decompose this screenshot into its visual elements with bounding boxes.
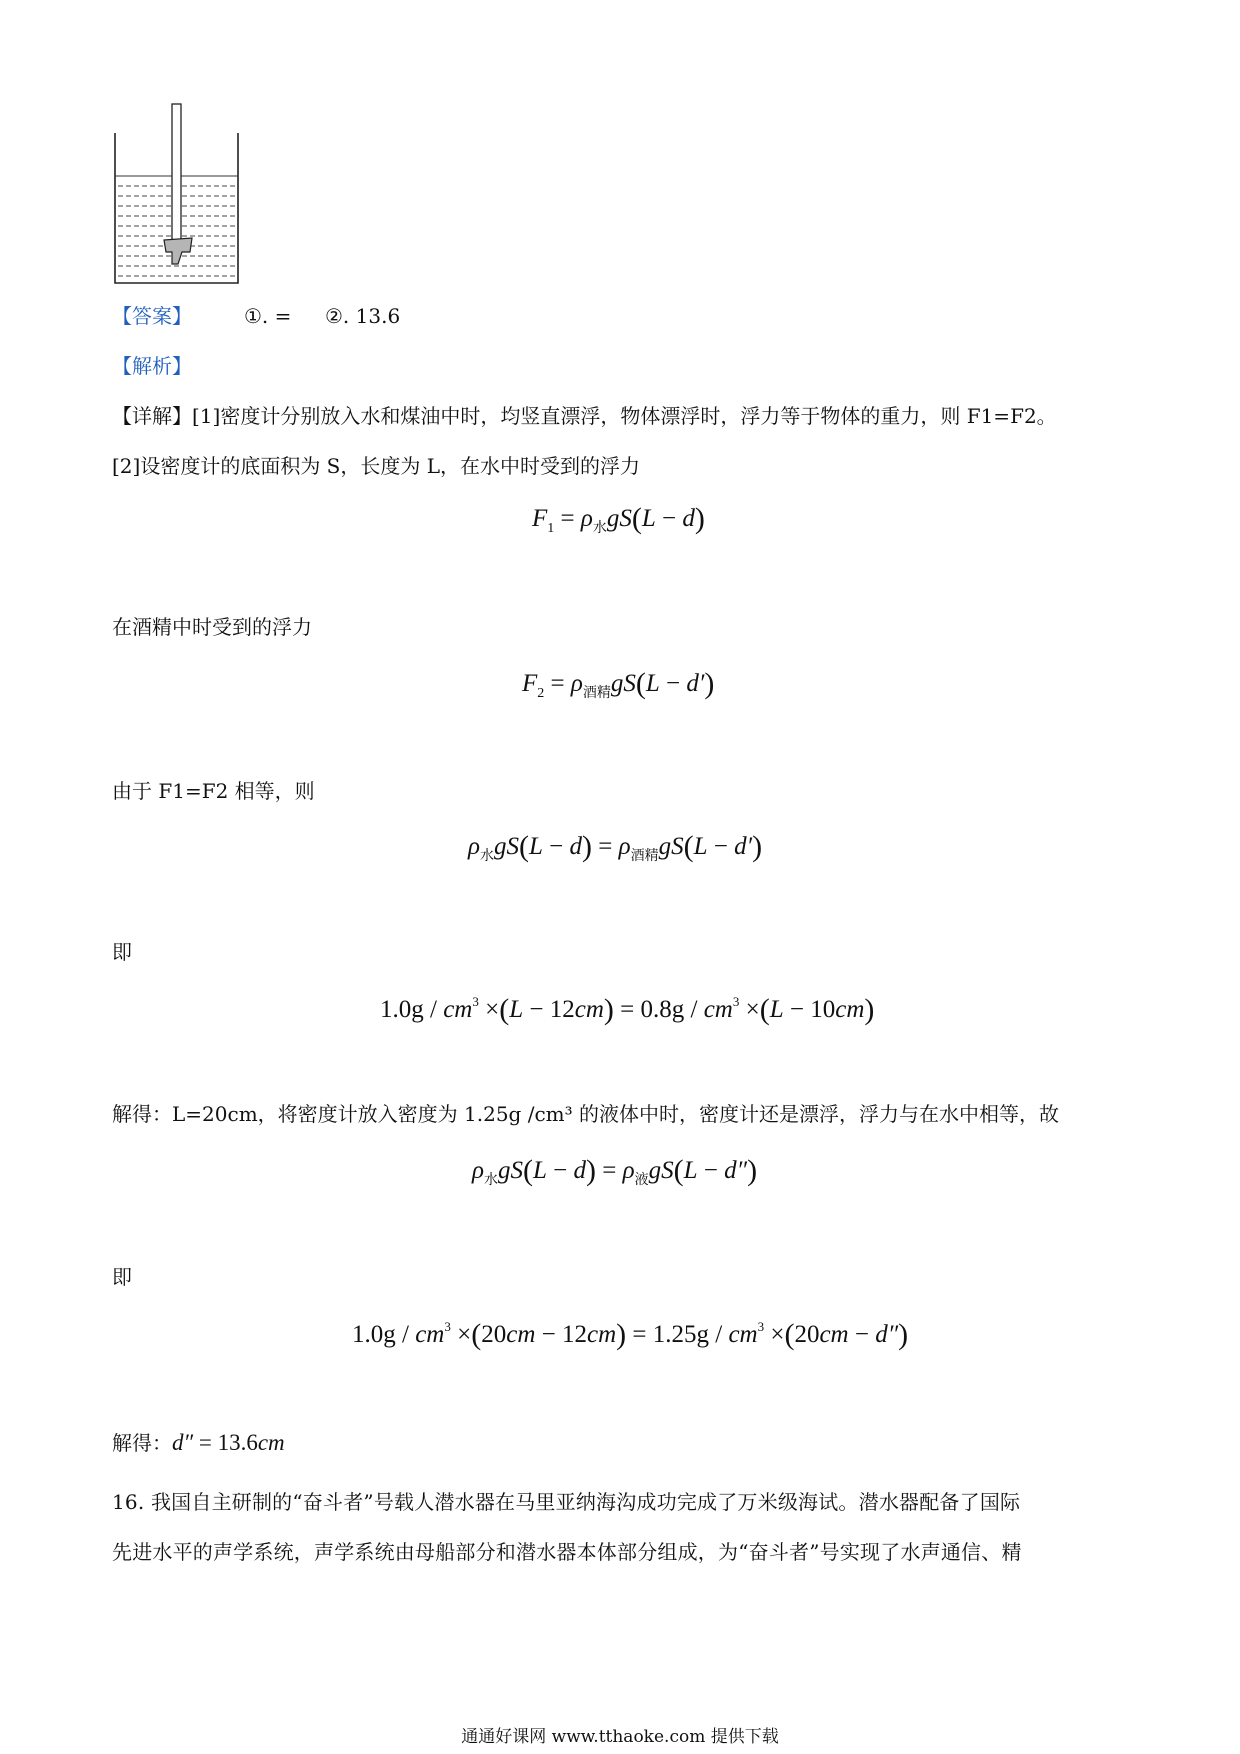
equation-3: $\rho_水gS(L - d) = \rho_{酒精}gS(L - d')$: [468, 830, 763, 864]
page-footer: 通通好课网 www.tthaoke.com 提供下载: [461, 1727, 779, 1747]
equation-2: $F_2 = \rho_{酒精}gS(L - d')$: [522, 667, 715, 701]
question-16-line-2: 先进水平的声学系统，声学系统由母船部分和潜水器本体部分组成，为“奋斗者”号实现了水声通信、精: [112, 1540, 1022, 1564]
text-solve-1: 解得：L=20cm，将密度计放入密度为 1.25g /cm³ 的液体中时，密度计还是漂浮，浮力与在水中相等，故: [112, 1102, 1059, 1126]
text-ji-1: 即: [112, 940, 132, 964]
text-solve-2: 解得：d″ = 13.6cm: [112, 1430, 285, 1455]
detail-line-1-text: [1]密度计分别放入水和煤油中时，均竖直漂浮，物体漂浮时，浮力等于物体的重力，则: [192, 404, 961, 428]
detail-label: 【详解】: [112, 404, 192, 428]
detail-line-1: [112, 403, 1057, 429]
equation-4: $1.0g / cm^3 \times(L - 12cm) = 0.8g / cm^3 \times(L - 10cm)$: [380, 993, 875, 1026]
answer-part-1: ①. =: [244, 304, 292, 328]
text-alcohol: 在酒精中时受到的浮力: [112, 615, 312, 639]
text-since: 由于 F1=F2 相等，则: [112, 779, 315, 803]
equation-6: $1.0g / cm^3 \times(20cm - 12cm) = 1.25g / cm^3 \times(20cm - d'')$: [352, 1318, 909, 1351]
detail-line-1-end: F1=F2。: [966, 404, 1057, 428]
answer-part-2: ②. 13.6: [325, 304, 401, 328]
densimeter-figure: [110, 100, 250, 290]
detail-line-2: [2]设密度计的底面积为 S，长度为 L，在水中时受到的浮力: [112, 454, 641, 478]
question-16-line-1: 16. 我国自主研制的“奋斗者”号载人潜水器在马里亚纳海沟成功完成了万米级海试。潜水器配备了国际: [112, 1490, 1021, 1514]
answer-label: 【答案】: [112, 304, 192, 328]
equation-1: $F_1 = \rho_水gS(L - d)$: [532, 502, 705, 536]
equation-5: $\rho_水gS(L - d) = \rho_液gS(L - d'')$: [472, 1154, 758, 1188]
text-ji-2: 即: [112, 1265, 132, 1289]
analysis-label: 【解析】: [112, 354, 192, 378]
